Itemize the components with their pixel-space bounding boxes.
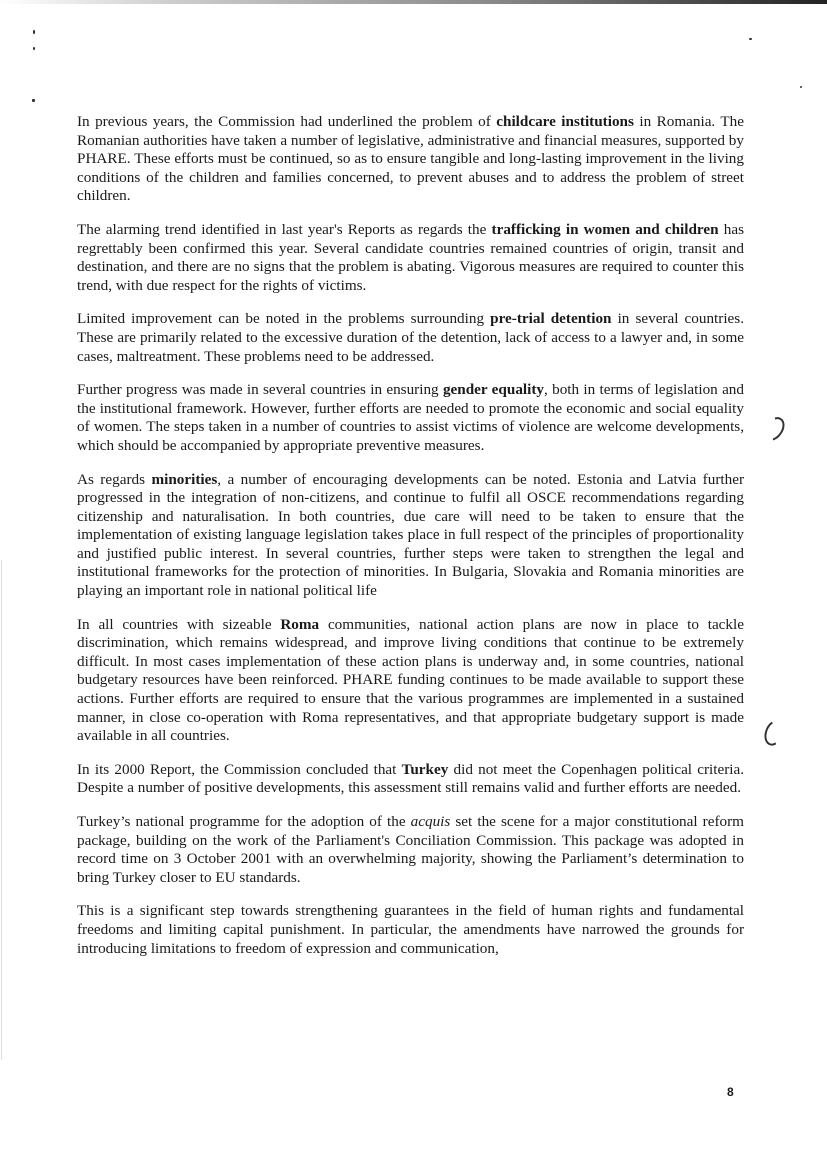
paragraph: In its 2000 Report, the Commission concluded that Turkey did not meet the Copenhagen political criteria. Despite a number of positive developments, this assessment still remains valid and further efforts are needed. xyxy=(77,760,745,797)
paragraph: In all countries with sizeable Roma communities, national action plans are now in place to tackle discrimination, which remains widespread, and improve living conditions that continue to be extremely difficult. In most cases implementation of these action plans is underway and, in some countries, national budgetary resources have been reinforced. PHARE funding continues to be made available to support these actions. Further efforts are required to ensure that the various programmes are implemented in a sustained manner, in close co-operation with Roma representatives, and that appropriate budgetary support is made available in all countries. xyxy=(77,615,744,745)
punch-hole-mark xyxy=(761,718,787,749)
page-number: 8 xyxy=(727,1085,734,1099)
scan-speck xyxy=(32,99,35,102)
bold-term: pre-trial detention xyxy=(490,310,612,328)
paragraph: This is a significant step towards strengthening guarantees in the field of human rights and fundamental freedoms and limiting capital punishment. In particular, the amendments have narrowed the grounds for introducing limitations to freedom of expression and communication, xyxy=(77,902,744,957)
italic-term: acquis xyxy=(410,813,451,830)
scan-speck xyxy=(33,30,35,34)
paragraph: In previous years, the Commission had underlined the problem of childcare institutions in Romania. The Romanian authorities have taken a number of legislative, administrative and financial measures, supported by PHARE. These efforts must be continued, so as to ensure tangible and long-lasting improvement in the living conditions of the children and families concerned, to prevent abuses and to address the problem of street children. xyxy=(77,113,745,205)
left-scan-edge xyxy=(1,560,2,1060)
document-body xyxy=(77,113,744,973)
bold-term: trafficking in women and children xyxy=(491,220,719,238)
bold-term: childcare institutions xyxy=(496,113,634,130)
bold-term: gender equality xyxy=(442,381,545,399)
paragraph: Limited improvement can be noted in the problems surrounding pre-trial detention in several countries. These are primarily related to the excessive duration of the detention, lack of access to a lawyer and, in some cases, maltreatment. These problems need to be addressed. xyxy=(77,310,744,365)
paragraph: Further progress was made in several countries in ensuring gender equality, both in terms of legislation and the institutional framework. However, further efforts are needed to promote the economic and social equality of women. The steps taken in a number of countries to assist victims of violence are welcome developments, which should be accompanied by appropriate preventive measures. xyxy=(77,381,744,454)
punch-hole-mark xyxy=(759,413,789,445)
scan-speck xyxy=(33,47,35,50)
top-scan-edge xyxy=(0,0,827,4)
scan-speck xyxy=(749,38,752,40)
scan-speck xyxy=(800,86,802,88)
paragraph: The alarming trend identified in last year's Reports as regards the trafficking in women and children has regrettably been confirmed this year. Several candidate countries remained countries of origin, transit and destination, and there are no signs that the problem is abating. Vigorous measures are required to counter this trend, with due respect for the rights of victims. xyxy=(77,220,744,294)
bold-term: Turkey xyxy=(401,760,449,778)
paragraph: As regards minorities, a number of encouraging developments can be noted. Estonia and Latvia further progressed in the integration of non-citizens, and continue to fulfil all OSCE recommendations regarding citizenship and naturalisation. In both countries, due care will need to be taken to ensure that the implementation of existing language legislation takes place in full respect of the principles of proportionality and justified public interest. In several countries, further steps were taken to strengthen the legal and institutional frameworks for the protection of minorities. In Bulgaria, Slovakia and Romania minorities are playing an important role in national political life xyxy=(77,470,745,600)
bold-term: minorities xyxy=(151,470,218,488)
paragraph: Turkey’s national programme for the adoption of the acquis set the scene for a major constitutional reform package, building on the work of the Parliament's Conciliation Commission. This package was adopted in record time on 3 October 2001 with an overwhelming majority, showing the Parliament’s determination to bring Turkey closer to EU standards. xyxy=(77,813,744,886)
bold-term: Roma xyxy=(280,615,320,633)
